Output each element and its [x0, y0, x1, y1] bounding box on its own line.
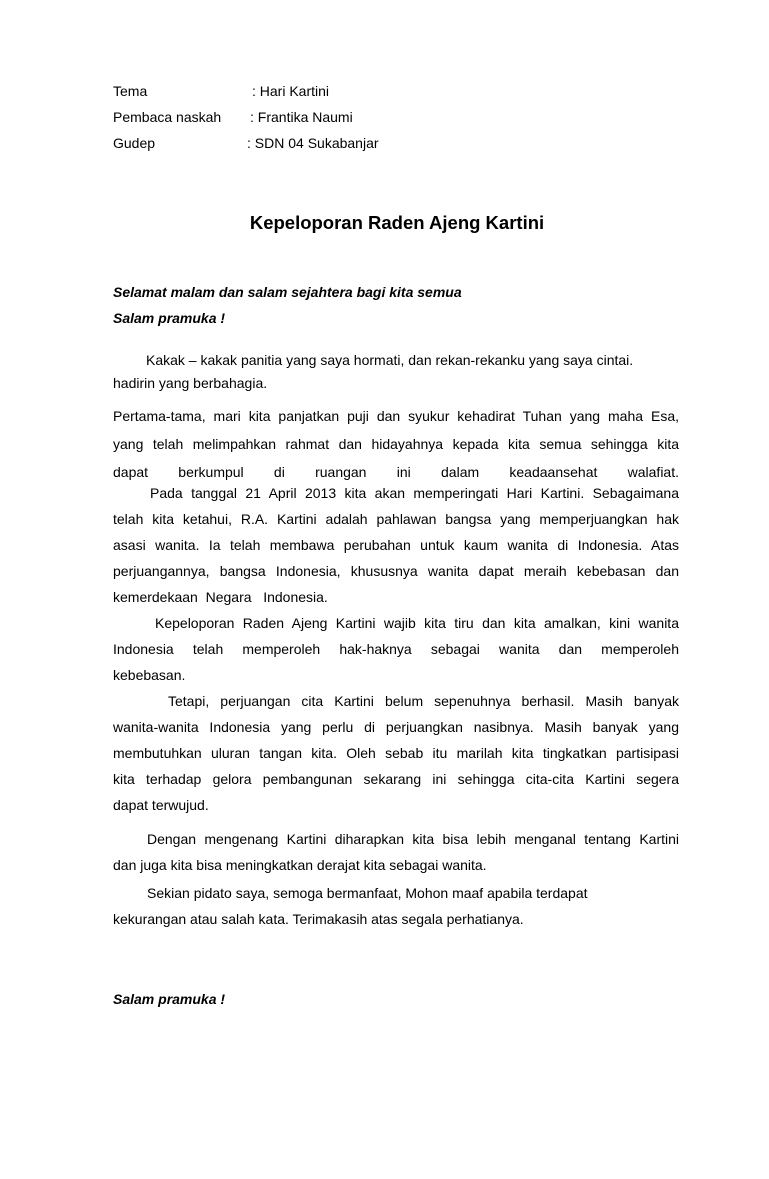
paragraph-6: [113, 826, 679, 878]
paragraph-4: [113, 610, 679, 688]
meta-gudep: [113, 133, 379, 153]
paragraph-line: telah kita ketahui, R.A. Kartini adalah pahlawan bangsa yang memperjuangkan hak: [113, 511, 679, 527]
greeting-line: Selamat malam dan salam sejahtera bagi kita semua: [113, 284, 462, 300]
paragraph-line: kemerdekaan Negara Indonesia.: [113, 589, 328, 605]
paragraph-line: hadirin yang berbahagia.: [113, 375, 268, 391]
paragraph-line: Tetapi, perjuangan cita Kartini belum sepenuhnya berhasil. Masih banyak: [168, 693, 679, 709]
paragraph-line: perjuangannya, bangsa Indonesia, khususnya wanita dapat meraih kebebasan dan: [113, 563, 679, 579]
meta-pembaca: [113, 107, 353, 127]
paragraph-2: [113, 402, 679, 486]
paragraph-line: Kepeloporan Raden Ajeng Kartini wajib kita tiru dan kita amalkan, kini wanita: [155, 615, 679, 631]
paragraph-line: kebebasan.: [113, 667, 186, 683]
paragraph-line: membutuhkan uluran tangan kita. Oleh sebab itu marilah kita tingkatkan partisipasi: [113, 745, 679, 761]
paragraph-line: yang telah melimpahkan rahmat dan hidayahnya kepada kita semua sehingga kita: [113, 436, 679, 452]
meta-tema: [113, 81, 329, 101]
paragraph-line: dan juga kita bisa meningkatkan derajat kita sebagai wanita.: [113, 857, 487, 873]
paragraph-line: wanita-wanita Indonesia yang perlu di perjuangkan nasibnya. Masih banyak yang: [113, 719, 679, 735]
paragraph-line: Pada tanggal 21 April 2013 kita akan memperingati Hari Kartini. Sebagaimana: [150, 485, 679, 501]
document-title: Kepeloporan Raden Ajeng Kartini: [249, 212, 545, 233]
paragraph-line: Kakak – kakak panitia yang saya hormati, dan rekan-rekanku yang saya cintai.: [146, 352, 634, 368]
meta-pembaca-value: : Frantika Naumi: [250, 109, 353, 125]
paragraph-7: [113, 878, 679, 930]
paragraph-line: Sekian pidato saya, semoga bermanfaat, Mohon maaf apabila terdapat: [147, 885, 588, 901]
meta-tema-label: Tema: [113, 83, 148, 99]
paragraph-line: dapat berkumpul di ruangan ini dalam keadaansehat walafiat.: [113, 464, 679, 480]
paragraph-3: [113, 480, 679, 610]
paragraph-line: Pertama-tama, mari kita panjatkan puji dan syukur kehadirat Tuhan yang maha Esa,: [113, 408, 679, 424]
paragraph-1: [113, 349, 679, 395]
paragraph-5: [113, 688, 679, 818]
meta-gudep-value: : SDN 04 Sukabanjar: [247, 135, 379, 151]
meta-pembaca-label: Pembaca naskah: [113, 109, 222, 125]
paragraph-line: kekurangan atau salah kata. Terimakasih atas segala perhatianya.: [113, 911, 524, 927]
closing-salam: Salam pramuka !: [113, 991, 226, 1007]
greeting-salam: Salam pramuka !: [113, 310, 226, 326]
paragraph-line: Dengan mengenang Kartini diharapkan kita bisa lebih menganal tentang Kartini: [147, 831, 679, 847]
paragraph-line: Indonesia telah memperoleh hak-haknya sebagai wanita dan memperoleh: [113, 641, 679, 657]
meta-tema-value: : Hari Kartini: [252, 83, 330, 99]
paragraph-line: kita terhadap gelora pembangunan sekarang ini sehingga cita-cita Kartini segera: [113, 771, 679, 787]
paragraph-line: dapat terwujud.: [113, 797, 209, 813]
meta-gudep-label: Gudep: [113, 135, 156, 151]
paragraph-line: asasi wanita. Ia telah membawa perubahan untuk kaum wanita di Indonesia. Atas: [113, 537, 679, 553]
